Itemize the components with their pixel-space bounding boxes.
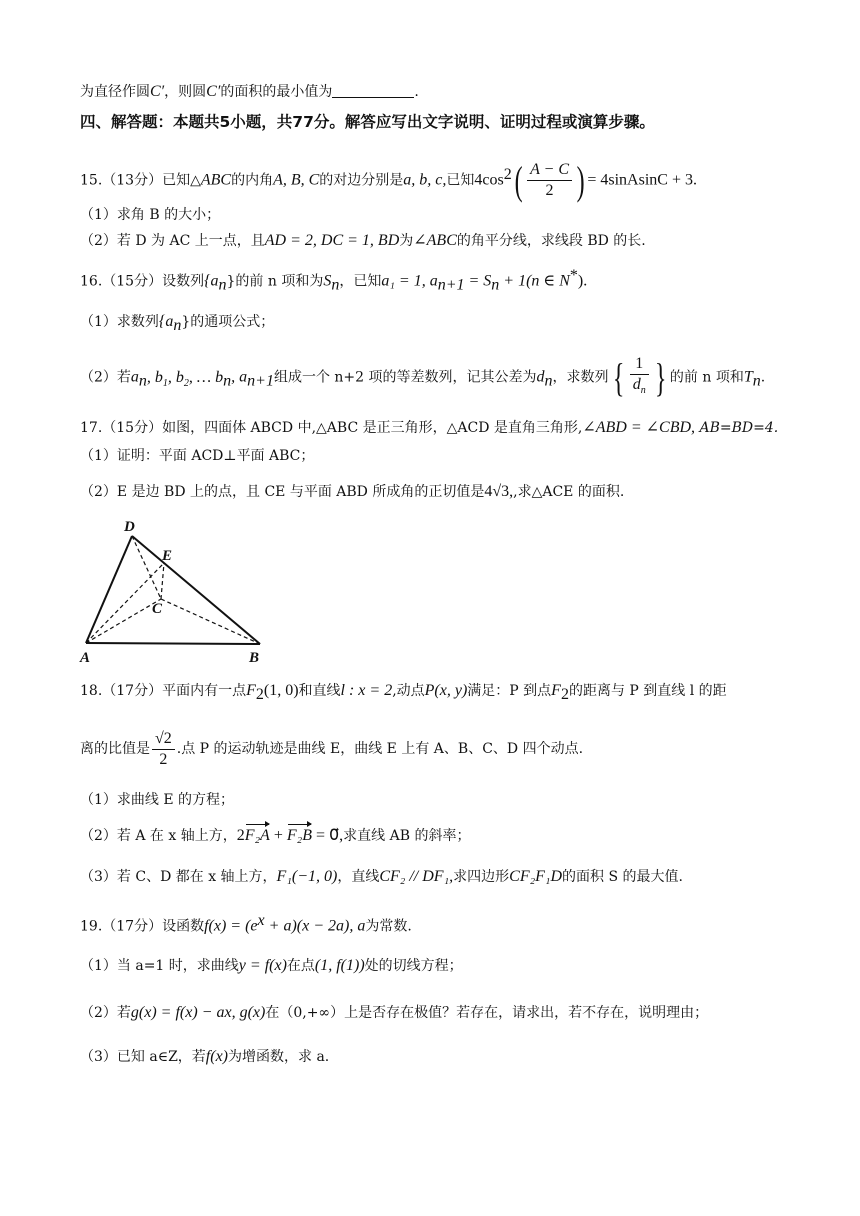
question-17-stem xyxy=(80,418,820,438)
text: 在（0,+∞）上是否存在极值？若存在，请求出，若不存在，说明理由； xyxy=(265,1005,709,1021)
math-sup: * xyxy=(569,267,578,284)
math-sub: n xyxy=(752,372,761,390)
text: （3）若 C、D 都在 x 轴上方， xyxy=(80,869,277,885)
text: 离的比值是 xyxy=(80,741,150,757)
text: 的内角 xyxy=(231,172,274,189)
math: g(x) = f(x) − ax, g(x) xyxy=(130,1004,266,1021)
text: 的角平分线，求线段 BD 的长. xyxy=(456,233,646,249)
vector-F2A: F₂A xyxy=(244,827,270,844)
text: 和直线 xyxy=(298,683,341,699)
text: （1）当 a=1 时，求曲线 xyxy=(80,958,239,974)
text: 的前 n 项和 xyxy=(669,369,744,386)
q18-part-1: （1）求曲线 E 的方程； xyxy=(80,792,235,808)
math: f(x) xyxy=(205,1048,228,1065)
text: ，求数列 xyxy=(552,369,609,386)
math: y = f(x) xyxy=(238,957,287,974)
text: 为常数. xyxy=(365,918,412,935)
edge-AC xyxy=(86,599,161,643)
label-B: B xyxy=(249,650,260,666)
math: 2 xyxy=(236,827,245,844)
text: （2）E 是边 BD 上的点，且 CE 与平面 ABD 所成角的正切值是 xyxy=(80,484,485,500)
edge-DC xyxy=(132,536,161,599)
fraction-denominator xyxy=(630,375,649,401)
math-sub: 2 xyxy=(255,685,264,703)
math-exponent: 2 xyxy=(503,166,512,183)
math: 4cos xyxy=(474,171,504,189)
label-A: A xyxy=(80,650,91,666)
q16-part-1 xyxy=(80,312,820,336)
math-sub: n xyxy=(491,276,500,294)
text: 满足：P 到点 xyxy=(467,683,552,699)
text: ，直线 xyxy=(337,869,380,885)
q16-part-2: （2）若$a_n$, $b_1$, $b_2$, … $b_n$, $a_{n+1}$组成一个 n+2 项的等差数列，记其公差为$d_n$，求数列{ $\frac{1}{d_n}$ } 的前 n 项和$T_n$. xyxy=(80,354,766,400)
math: {a xyxy=(204,272,219,290)
math-sup: x xyxy=(257,912,265,929)
math: l : x = 2 xyxy=(340,682,393,699)
segment-CE xyxy=(161,563,164,599)
tetrahedron-figure xyxy=(76,516,276,666)
q15-label: 15.（13分）已知△ xyxy=(80,172,201,189)
text: 为直径作圆 xyxy=(80,84,150,100)
text: 17.（15分）如图，四面体 ABCD 中,△ABC 是正三角形，△ACD 是直角三角形, xyxy=(80,420,583,436)
math: ). xyxy=(577,272,588,290)
math-sub: n xyxy=(223,372,232,390)
text: （2）若 D 为 AC 上一点，且 xyxy=(80,233,265,249)
q15-part-2 xyxy=(80,231,820,251)
math: a, b, c, xyxy=(403,171,447,189)
math: = S xyxy=(464,272,492,290)
label-E: E xyxy=(162,548,173,564)
section-header: 四、解答题：本题共5小题，共77分。解答应写出文字说明、证明过程或演算步骤。 xyxy=(80,113,655,131)
vector-F2B: F₂B xyxy=(286,827,312,844)
math-sub: n xyxy=(173,316,182,334)
text: 18.（17分）平面内有一点 xyxy=(80,683,247,699)
q15-part-1: （1）求角 B 的大小； xyxy=(80,207,221,223)
text: （2）若 xyxy=(80,369,131,386)
math-sub: n xyxy=(544,372,553,390)
right-brace: } xyxy=(654,354,667,400)
text: （2）若 A 在 x 轴上方， xyxy=(80,828,237,844)
math: , a xyxy=(231,368,248,386)
text: ，已知 xyxy=(339,273,382,290)
math: AD = 2, DC = 1, BD xyxy=(264,232,400,249)
fraction-denominator: 2 xyxy=(545,182,554,200)
math: ∠ABD = ∠CBD, xyxy=(582,419,696,436)
math: T xyxy=(743,368,753,386)
math: F xyxy=(551,682,561,699)
q19-part-1 xyxy=(80,956,820,976)
text: ,求△ACE 的面积. xyxy=(513,484,625,500)
math: F₁(−1, 0) xyxy=(276,868,338,885)
q16-label: 16.（15分）设数列 xyxy=(80,273,205,290)
text: .点 P 的运动轨迹是曲线 E，曲线 E 上有 A、B、C、D 四个动点. xyxy=(176,741,584,757)
q18-stem-line-2 xyxy=(80,726,820,772)
text: 已知 xyxy=(446,172,475,189)
math: ABC xyxy=(200,171,232,189)
math: d xyxy=(632,376,641,393)
text: 在点 xyxy=(286,958,315,974)
fraction xyxy=(630,354,649,401)
fraction-numerator: 1 xyxy=(630,354,649,375)
edge-AD xyxy=(86,536,132,643)
math-sub: n xyxy=(640,385,646,397)
text: 的面积的最小值为 xyxy=(220,84,333,100)
fraction-denominator: 2 xyxy=(159,750,168,768)
text: 的对边分别是 xyxy=(319,172,404,189)
q17-part-2 xyxy=(80,482,820,502)
text: }的通项公式； xyxy=(181,314,275,330)
text: 为增函数，求 a. xyxy=(228,1049,330,1065)
math: (1, f(1)) xyxy=(314,957,365,974)
question-16-stem xyxy=(80,266,820,295)
math: 4√3, xyxy=(484,483,514,500)
math: a₁ = 1, a xyxy=(381,272,438,290)
math: + xyxy=(269,827,287,844)
math-sub: n xyxy=(218,276,227,294)
question-15-stem xyxy=(80,153,820,203)
q18-part-2 xyxy=(80,826,820,846)
q19-part-2 xyxy=(80,1003,820,1023)
math: + 1(n ∈ N xyxy=(499,272,570,290)
edge-DB xyxy=(132,536,260,644)
math: + a)(x − 2a), a xyxy=(264,917,366,935)
text: （3）已知 a∈Z，若 xyxy=(80,1049,206,1065)
right-paren: ) xyxy=(576,157,585,203)
math-sub: 2 xyxy=(560,685,569,703)
edge-AB xyxy=(86,643,260,644)
question-19-stem xyxy=(80,911,820,937)
math: P(x, y) xyxy=(424,682,468,699)
left-paren: ( xyxy=(514,157,523,203)
text: （1）求数列 xyxy=(80,314,159,330)
text: AB=BD=4. xyxy=(695,420,779,436)
text: 为 xyxy=(399,233,414,249)
fraction xyxy=(527,160,572,201)
math-sub: n xyxy=(331,276,340,294)
math-circle: C′ xyxy=(206,83,221,100)
math: = 0⃗, xyxy=(311,827,344,844)
text: 求四边形 xyxy=(453,869,510,885)
q19-part-3 xyxy=(80,1047,820,1067)
text: 的面积 S 的最大值. xyxy=(562,869,683,885)
text: （2）若 xyxy=(80,1005,131,1021)
text: . xyxy=(414,84,419,100)
math: ∠ABC xyxy=(413,232,457,249)
answer-blank[interactable] xyxy=(332,83,414,98)
left-brace: { xyxy=(612,354,624,400)
q17-part-1: （1）证明：平面 ACD⊥平面 ABC； xyxy=(80,448,315,464)
label-C: C xyxy=(152,601,163,617)
question-18-stem xyxy=(80,681,820,705)
fraction xyxy=(152,729,175,770)
text: 的距离与 P 到直线 l 的距 xyxy=(568,683,727,699)
q18-part-3 xyxy=(80,867,820,887)
text: 求直线 AB 的斜率； xyxy=(343,828,471,844)
math: f(x) = (e xyxy=(204,917,258,935)
math: CF₂ // DF₁, xyxy=(379,868,454,885)
math-sub: n+1 xyxy=(247,372,274,390)
math-circle: C′ xyxy=(150,83,165,100)
label-D: D xyxy=(124,519,135,535)
math: (1, 0) xyxy=(263,682,299,699)
math: F xyxy=(246,682,256,699)
math: {a xyxy=(158,313,174,330)
text: 组成一个 n+2 项的等差数列，记其公差为 xyxy=(273,369,537,386)
math: = 4sinAsinC + 3. xyxy=(587,171,697,189)
text: ，则圆 xyxy=(164,84,207,100)
text: . xyxy=(760,369,766,386)
math: S xyxy=(323,272,332,290)
fraction-numerator: A − C xyxy=(527,160,572,181)
text: }的前 n 项和为 xyxy=(226,273,324,290)
math: CF₂F₁D xyxy=(509,868,563,885)
math: A, B, C xyxy=(273,171,320,189)
continued-question-line xyxy=(80,82,820,102)
math-sub: n+1 xyxy=(437,276,465,294)
text: 19.（17分）设函数 xyxy=(80,918,205,935)
edge-CB xyxy=(161,599,260,644)
math: a xyxy=(130,368,139,386)
text: ,动点 xyxy=(392,683,425,699)
text: 处的切线方程； xyxy=(364,958,463,974)
math: d xyxy=(536,368,545,386)
fraction-numerator: √2 xyxy=(152,729,175,750)
